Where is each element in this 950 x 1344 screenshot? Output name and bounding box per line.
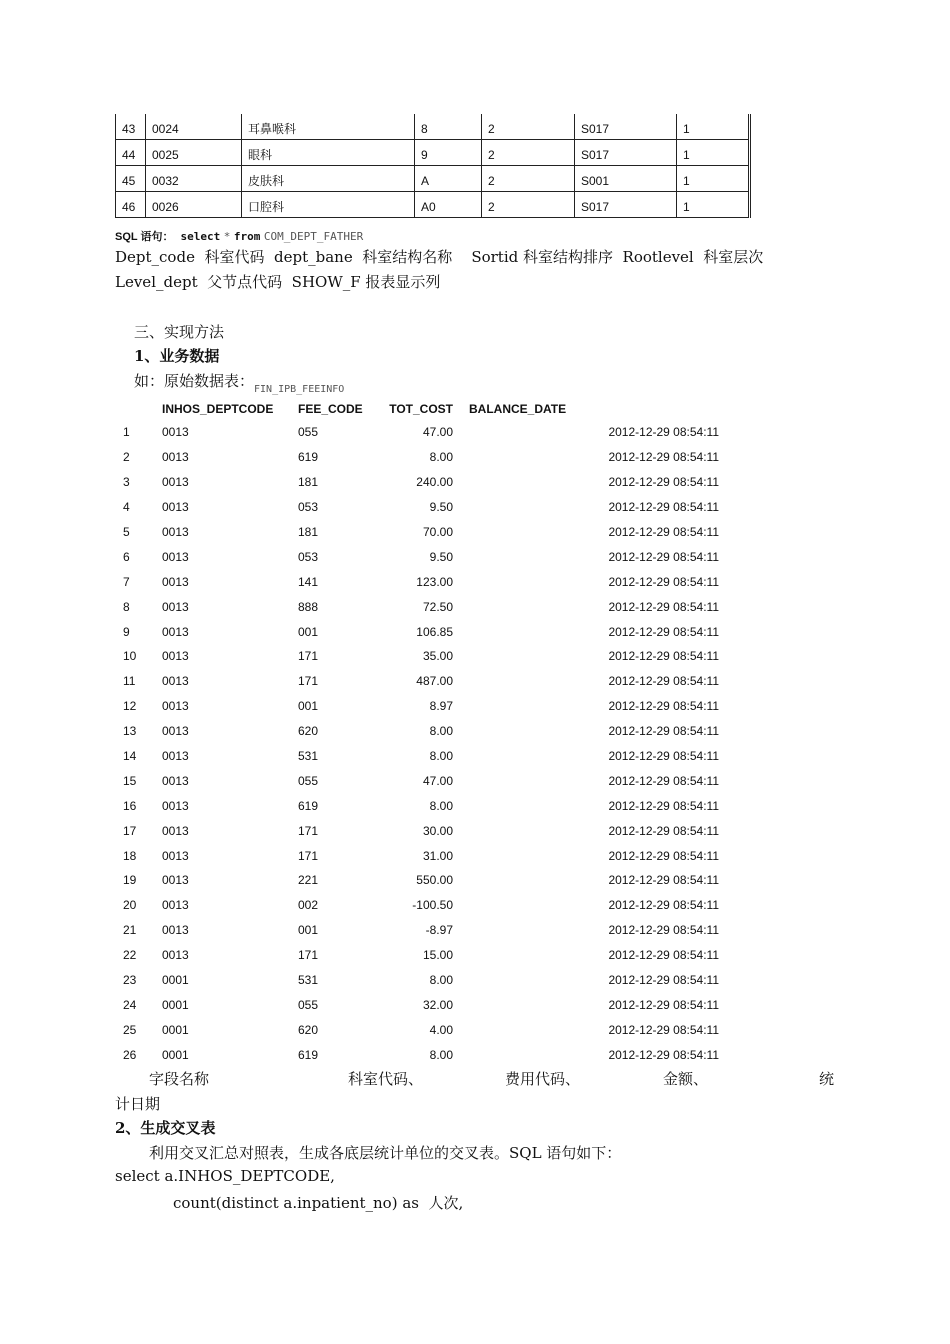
balance-date-cell: 2012-12-29 08:54:11 [608, 773, 719, 788]
table-row [116, 192, 750, 218]
table-row [116, 166, 750, 192]
department-table [115, 114, 751, 218]
row-number: 26 [123, 1047, 137, 1062]
table-cell: 0025 [146, 140, 242, 166]
tot-cost-cell: 4.00 [429, 1022, 453, 1037]
tot-cost-cell: 8.00 [429, 1047, 453, 1062]
fee-code-cell: 055 [298, 773, 319, 788]
tot-cost-cell: 30.00 [422, 823, 453, 838]
sql-select-keyword: select [180, 230, 221, 243]
tot-cost-cell: 47.00 [422, 773, 453, 788]
row-number: 3 [123, 475, 130, 490]
row-number: 4 [123, 500, 130, 515]
table-cell: S017 [575, 192, 677, 218]
table-cell: S017 [575, 114, 677, 140]
fee-code-cell: 171 [298, 649, 319, 664]
balance-date-cell: 2012-12-29 08:54:11 [608, 475, 719, 490]
table-row [116, 114, 750, 140]
balance-date-cell: 2012-12-29 08:54:11 [608, 997, 719, 1012]
inhos-deptcode-cell: 0013 [162, 574, 189, 589]
balance-date-cell: 2012-12-29 08:54:11 [608, 574, 719, 589]
fee-code-cell: 620 [298, 724, 319, 739]
table-cell: 1 [677, 192, 750, 218]
tot-cost-cell: 9.50 [429, 549, 453, 564]
balance-date-cell: 2012-12-29 08:54:11 [608, 873, 719, 888]
tot-cost-cell: 72.50 [422, 599, 453, 614]
tot-cost-cell: 8.00 [429, 798, 453, 813]
row-number: 13 [123, 724, 137, 739]
header-tot-cost: TOT_COST [389, 402, 453, 416]
table-cell: A [415, 166, 482, 192]
tot-cost-cell: 240.00 [416, 475, 453, 490]
tot-cost-cell: 35.00 [422, 649, 453, 664]
row-number: 12 [123, 699, 137, 714]
table-row [115, 818, 719, 843]
table-row [115, 918, 719, 943]
sql-code-line1: select a.INHOS_DEPTCODE, [115, 1167, 335, 1185]
table-row [115, 420, 719, 445]
fee-code-cell: 171 [298, 848, 319, 863]
inhos-deptcode-cell: 0013 [162, 873, 189, 888]
table-row [115, 544, 719, 569]
row-number: 21 [123, 923, 137, 938]
table-row [115, 768, 719, 793]
field-name-dept: 科室代码、 [348, 1070, 424, 1088]
table-cell: 2 [482, 114, 575, 140]
table-row [115, 868, 719, 893]
balance-date-cell: 2012-12-29 08:54:11 [608, 973, 719, 988]
table-row [115, 669, 719, 694]
row-number: 9 [123, 624, 130, 639]
row-number: 1 [123, 425, 130, 440]
row-number: 5 [123, 525, 130, 539]
balance-date-cell: 2012-12-29 08:54:11 [608, 549, 719, 564]
field-name-fee: 费用代码、 [505, 1070, 581, 1088]
row-number: 25 [123, 1022, 137, 1037]
table-row [115, 694, 719, 719]
inhos-deptcode-cell: 0013 [162, 773, 189, 788]
balance-date-cell: 2012-12-29 08:54:11 [608, 500, 719, 515]
sql-code-line2: count(distinct a.inpatient_no) as 人次, [173, 1194, 464, 1212]
table-cell: A0 [415, 192, 482, 218]
row-number: 24 [123, 997, 137, 1012]
fee-code-cell: 531 [298, 749, 319, 764]
tot-cost-cell: 487.00 [416, 674, 453, 689]
inhos-deptcode-cell: 0013 [162, 898, 189, 913]
inhos-deptcode-cell: 0013 [162, 425, 189, 440]
table-cell: 46 [116, 192, 146, 218]
inhos-deptcode-cell: 0013 [162, 674, 189, 689]
table-cell: 1 [677, 166, 750, 192]
balance-date-cell: 2012-12-29 08:54:11 [608, 525, 719, 539]
inhos-deptcode-cell: 0013 [162, 848, 189, 863]
table-cell: 44 [116, 140, 146, 166]
tot-cost-cell: 8.00 [429, 450, 453, 465]
fee-code-cell: 001 [298, 923, 319, 938]
table-cell: 8 [415, 114, 482, 140]
tot-cost-cell: 8.00 [429, 749, 453, 764]
field-desc-line2: Level_dept 父节点代码 SHOW_F 报表显示列 [115, 273, 441, 291]
balance-date-cell: 2012-12-29 08:54:11 [608, 948, 719, 963]
balance-date-cell: 2012-12-29 08:54:11 [608, 699, 719, 714]
tot-cost-cell: 9.50 [429, 500, 453, 515]
section2-heading: 2、生成交叉表 [115, 1119, 216, 1137]
table-row [115, 968, 719, 993]
tot-cost-cell: 8.00 [429, 973, 453, 988]
inhos-deptcode-cell: 0013 [162, 599, 189, 614]
balance-date-cell: 2012-12-29 08:54:11 [608, 848, 719, 863]
row-number-header [115, 398, 162, 420]
table-row [115, 445, 719, 470]
table-row [115, 569, 719, 594]
table-cell: 耳鼻喉科 [242, 114, 415, 140]
fee-code-cell: 171 [298, 823, 319, 838]
table-cell: S017 [575, 140, 677, 166]
fee-code-cell: 619 [298, 798, 319, 813]
header-balance-date: BALANCE_DATE [469, 402, 567, 416]
balance-date-cell: 2012-12-29 08:54:11 [608, 624, 719, 639]
example-prefix: 如：原始数据表： [134, 372, 255, 390]
fee-code-cell: 619 [298, 1047, 319, 1062]
section3-heading: 三、实现方法 [134, 323, 225, 341]
sql-star: * [223, 230, 231, 243]
inhos-deptcode-cell: 0013 [162, 699, 189, 714]
inhos-deptcode-cell: 0013 [162, 624, 189, 639]
row-number: 14 [123, 749, 137, 764]
row-number: 15 [123, 773, 137, 788]
table-cell: 1 [677, 140, 750, 166]
sql-statement [115, 228, 363, 244]
balance-date-cell: 2012-12-29 08:54:11 [608, 923, 719, 938]
table-row [115, 470, 719, 495]
field-name-stat-prefix: 统 [819, 1070, 835, 1088]
table-cell: 2 [482, 166, 575, 192]
header-fee-code: FEE_CODE [298, 402, 363, 416]
tot-cost-cell: 32.00 [422, 997, 453, 1012]
row-number: 18 [123, 848, 137, 863]
table-row [115, 943, 719, 968]
table-row [115, 619, 719, 644]
table-cell: 2 [482, 192, 575, 218]
tot-cost-cell: 15.00 [422, 948, 453, 963]
header-inhos-deptcode: INHOS_DEPTCODE [162, 402, 274, 416]
inhos-deptcode-cell: 0001 [162, 997, 189, 1012]
row-number: 22 [123, 948, 137, 963]
table-row [115, 893, 719, 918]
inhos-deptcode-cell: 0001 [162, 1022, 189, 1037]
fee-code-cell: 053 [298, 500, 319, 515]
sql-table-name: COM_DEPT_FATHER [263, 230, 364, 243]
table-header-row [115, 398, 719, 420]
inhos-deptcode-cell: 0001 [162, 1047, 189, 1062]
field-names-label: 字段名称 [149, 1070, 210, 1088]
row-number: 7 [123, 574, 130, 589]
table-cell: 眼科 [242, 140, 415, 166]
tot-cost-cell: 8.97 [429, 699, 453, 714]
row-number: 16 [123, 798, 137, 813]
fee-info-table [115, 398, 719, 1067]
row-number: 17 [123, 823, 137, 838]
fee-code-cell: 221 [298, 873, 319, 888]
fee-code-cell: 171 [298, 948, 319, 963]
inhos-deptcode-cell: 0013 [162, 500, 189, 515]
table-row [115, 843, 719, 868]
balance-date-cell: 2012-12-29 08:54:11 [608, 749, 719, 764]
balance-date-cell: 2012-12-29 08:54:11 [608, 674, 719, 689]
example-table-name: FIN_IPB_FEEINFO [254, 384, 345, 395]
balance-date-cell: 2012-12-29 08:54:11 [608, 1047, 719, 1062]
inhos-deptcode-cell: 0013 [162, 475, 189, 490]
fee-code-cell: 620 [298, 1022, 319, 1037]
row-number: 11 [123, 674, 136, 689]
balance-date-cell: 2012-12-29 08:54:11 [608, 450, 719, 465]
sql-from-keyword: from [233, 230, 261, 243]
balance-date-cell: 2012-12-29 08:54:11 [608, 724, 719, 739]
table-cell: 2 [482, 140, 575, 166]
example-line [134, 370, 345, 395]
table-cell: S001 [575, 166, 677, 192]
balance-date-cell: 2012-12-29 08:54:11 [608, 798, 719, 813]
fee-code-cell: 001 [298, 624, 319, 639]
fee-code-cell: 531 [298, 973, 319, 988]
fee-code-cell: 141 [298, 574, 319, 589]
row-number: 2 [123, 450, 130, 465]
table-cell: 皮肤科 [242, 166, 415, 192]
tot-cost-cell: -100.50 [412, 898, 453, 913]
inhos-deptcode-cell: 0013 [162, 549, 189, 564]
row-number: 19 [123, 873, 137, 888]
inhos-deptcode-cell: 0013 [162, 948, 189, 963]
tot-cost-cell: -8.97 [425, 923, 453, 938]
fee-code-cell: 002 [298, 898, 319, 913]
tot-cost-cell: 123.00 [416, 574, 453, 589]
balance-date-cell: 2012-12-29 08:54:11 [608, 649, 719, 664]
fee-code-cell: 055 [298, 997, 319, 1012]
sql-label: SQL 语句： [115, 231, 174, 243]
table-row [115, 520, 719, 545]
tot-cost-cell: 70.00 [422, 525, 453, 539]
fee-code-cell: 001 [298, 699, 319, 714]
row-number: 23 [123, 973, 137, 988]
table-cell: 45 [116, 166, 146, 192]
table-row [115, 1042, 719, 1067]
section2-intro: 利用交叉汇总对照表，生成各底层统计单位的交叉表。SQL 语句如下： [149, 1144, 622, 1162]
table-row [116, 140, 750, 166]
table-row [115, 1017, 719, 1042]
inhos-deptcode-cell: 0013 [162, 649, 189, 664]
table-cell: 1 [677, 114, 750, 140]
tot-cost-cell: 550.00 [416, 873, 453, 888]
row-number: 20 [123, 898, 137, 913]
inhos-deptcode-cell: 0013 [162, 823, 189, 838]
balance-date-cell: 2012-12-29 08:54:11 [608, 823, 719, 838]
table-row [115, 793, 719, 818]
inhos-deptcode-cell: 0013 [162, 450, 189, 465]
balance-date-cell: 2012-12-29 08:54:11 [608, 425, 719, 440]
table-cell: 43 [116, 114, 146, 140]
inhos-deptcode-cell: 0013 [162, 724, 189, 739]
table-cell: 0026 [146, 192, 242, 218]
fee-code-cell: 181 [298, 525, 319, 539]
fee-code-cell: 181 [298, 475, 319, 490]
tot-cost-cell: 106.85 [416, 624, 453, 639]
inhos-deptcode-cell: 0001 [162, 973, 189, 988]
row-number: 6 [123, 549, 130, 564]
inhos-deptcode-cell: 0013 [162, 923, 189, 938]
fee-code-cell: 053 [298, 549, 319, 564]
row-number: 8 [123, 599, 130, 614]
tot-cost-cell: 31.00 [422, 848, 453, 863]
table-row [115, 644, 719, 669]
inhos-deptcode-cell: 0013 [162, 749, 189, 764]
table-row [115, 992, 719, 1017]
section3-sub1: 1、业务数据 [134, 347, 220, 365]
table-row [115, 495, 719, 520]
tot-cost-cell: 47.00 [422, 425, 453, 440]
table-row [115, 594, 719, 619]
fee-code-cell: 171 [298, 674, 319, 689]
inhos-deptcode-cell: 0013 [162, 798, 189, 813]
balance-date-cell: 2012-12-29 08:54:11 [608, 599, 719, 614]
fee-code-cell: 055 [298, 425, 319, 440]
field-name-amount: 金额、 [663, 1070, 709, 1088]
balance-date-cell: 2012-12-29 08:54:11 [608, 1022, 719, 1037]
field-desc-line1: Dept_code 科室代码 dept_bane 科室结构名称 Sortid 科室结构排序 Rootlevel 科室层次 [115, 248, 764, 266]
table-cell: 口腔科 [242, 192, 415, 218]
table-cell: 0032 [146, 166, 242, 192]
row-number: 10 [123, 649, 137, 664]
field-name-stat-suffix: 计日期 [115, 1095, 161, 1113]
balance-date-cell: 2012-12-29 08:54:11 [608, 898, 719, 913]
table-cell: 0024 [146, 114, 242, 140]
fee-code-cell: 888 [298, 599, 319, 614]
inhos-deptcode-cell: 0013 [162, 525, 189, 539]
tot-cost-cell: 8.00 [429, 724, 453, 739]
fee-code-cell: 619 [298, 450, 319, 465]
table-row [115, 719, 719, 744]
table-row [115, 744, 719, 769]
table-cell: 9 [415, 140, 482, 166]
